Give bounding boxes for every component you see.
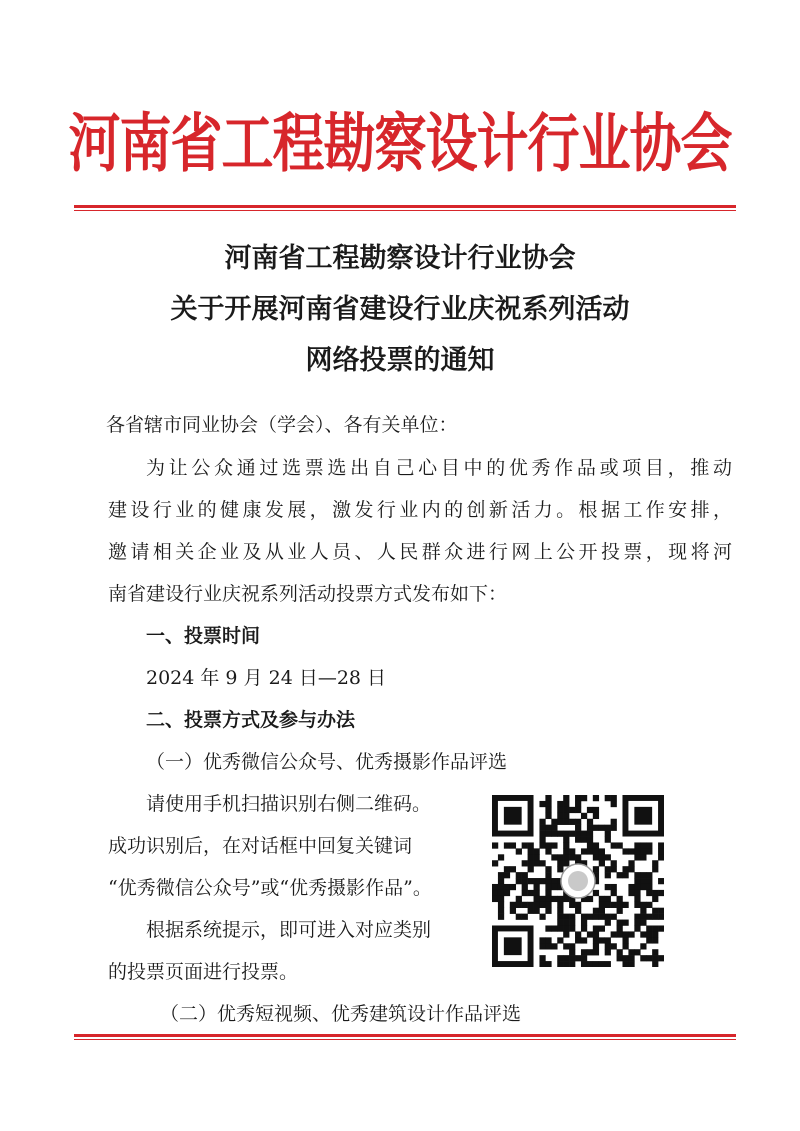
- document-title-line-2: 关于开展河南省建设行业庆祝系列活动: [170, 294, 630, 325]
- sub-1-line-2: 成功识别后，在对话框中回复关键词: [108, 835, 413, 857]
- paragraph-1-line-3: 邀请相关企业及从业人员、人民群众进行网上公开投票，现将河: [108, 541, 732, 563]
- salutation: 各省辖市同业协会（学会）、各有关单位：: [106, 414, 458, 436]
- paragraph-1-line-1: 为让公众通过选票选出自己心目中的优秀作品或项目，推动: [146, 457, 732, 479]
- document-title-line-1: 河南省工程勘察设计行业协会: [224, 243, 576, 274]
- sub-1-line-1: 请使用手机扫描识别右侧二维码。: [146, 793, 432, 815]
- sub-1-line-3: “优秀微信公众号”或“优秀摄影作品”。: [108, 877, 432, 899]
- section-2-heading: 二、投票方式及参与办法: [146, 709, 356, 731]
- section-2-sub-2-heading: （二）优秀短视频、优秀建筑设计作品评选: [160, 1003, 522, 1025]
- section-1-heading: 一、投票时间: [146, 625, 261, 647]
- letterhead-org-name: 河南省工程勘察设计行业协会: [68, 106, 732, 182]
- paragraph-1-line-4: 南省建设行业庆祝系列活动投票方式发布如下：: [108, 583, 508, 605]
- section-2-sub-1-heading: （一）优秀微信公众号、优秀摄影作品评选: [146, 751, 508, 773]
- qr-code-image: [492, 795, 664, 967]
- footer-red-rule: [74, 1034, 736, 1040]
- document-title-line-3: 网络投票的通知: [305, 345, 495, 376]
- sub-1-line-4: 根据系统提示，即可进入对应类别: [146, 919, 432, 941]
- paragraph-1-line-2: 建设行业的健康发展，激发行业内的创新活力。根据工作安排，: [108, 499, 732, 521]
- qr-code-icon[interactable]: [492, 795, 664, 967]
- section-1-content: 2024 年 9 月 24 日—28 日: [146, 667, 387, 689]
- sub-1-line-5: 的投票页面进行投票。: [108, 961, 299, 983]
- letterhead-red-rule: [74, 205, 736, 211]
